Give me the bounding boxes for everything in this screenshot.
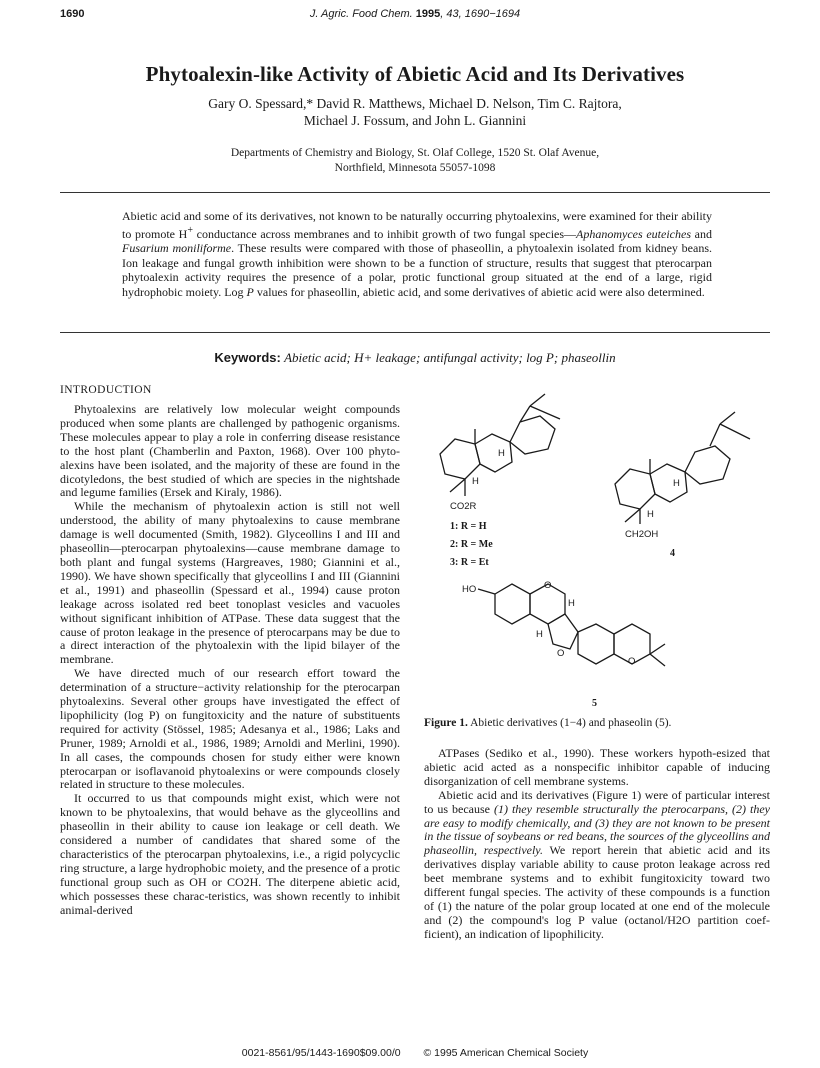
abstract: Abietic acid and some of its derivatives, not known to be naturally occurring phytoalexins, were examined for their ability to promote H+ conductance across membranes and to inhibit growth of two fungal species—Aphanomyces euteiches and Fusarium moniliforme. These results were compared with those of phaseollin, a phytoalexin isolated from kidney beans. Ion leakage and fungal growth inhibition were shown to be a function of structure, results that suggest that pterocarpan phytoalexin activity requires the presence of a polar, protic functional group situated at the end of a large, rigid hydrophobic moiety. Log P values for phaseollin, abietic acid, and some derivatives of abietic acid were also determined. <box>122 209 713 299</box>
o-label: O <box>628 656 636 667</box>
page-footer <box>60 1047 770 1059</box>
article-title: Phytoalexin-like Activity of Abietic Acid and Its Derivatives <box>145 62 685 86</box>
h-label: H <box>568 598 575 609</box>
paragraph: Abietic acid and its derivatives (Figure 1) were of particular interest to us because (1) they resemble structurally the pterocarpans, (2) they are easy to modify chemically, and (3) they are not known to be present in the tissue of soybeans or red beans, the sources of the glyceollins and phaseollin, respectively. We report herein that abietic acid and its derivatives display variable ability to cause proton leakage across red beet membrane systems and to exhibit fungitoxicity toward two different fungal species. The activity of these compounds is a function of (1) the nature of the polar group located at one end of the molecule and (2) the compound's log P value (octanol/H2O partition coef-ficient), an indication of lipophilicity. <box>424 787 771 941</box>
h-label: H <box>673 478 680 489</box>
phaseollin-structure <box>478 584 665 666</box>
compound-4-label: 4 <box>670 548 675 559</box>
o-label: O <box>557 648 565 659</box>
journal-citation: J. Agric. Food Chem. 1995, 43, 1690−1694 <box>309 8 521 20</box>
compound-1-label: 1: R = H <box>450 521 487 532</box>
keywords: Keywords: Abietic acid; H+ leakage; antifungal activity; log P; phaseollin <box>214 350 616 365</box>
paragraph: We have directed much of our research effort toward the determination of a structure−activity relationship for the pterocarpan phytoalexins. Several other groups have investigated the effect of lipophilicity (log P) on fungitoxicity and the nature of substituents required for activity (Stössel, 1985; Adesanya et al., 1986; Laks and Pruner, 1989; Arnoldi et al., 1986, 1989; Arnoldi and Merlini, 1990). In all cases, the compounds chosen for study either were known pterocarpan or isoflavanoid phytoalexins or were compounds closely related in structure to these molecules. <box>60 666 400 792</box>
paragraph: Phytoalexins are relatively low molecular weight compounds produced when some plants are challenged by pathogenic organisms. These molecules appear to play a role in conferring disease resistance to the host plant (Chamberlin and Paxton, 1968). Over 100 phyto-alexins have been isolated, and the majority of these are found in the dicotyledons, the best studied of which are species in the nightshade and legume families (Ersek and Kiraly, 1986). <box>60 402 400 500</box>
article-code: 0021-8561/95/1443-1690$09.00/0 <box>241 1047 401 1059</box>
h-label: H <box>536 629 543 640</box>
affiliation: Departments of Chemistry and Biology, St. Olaf College, 1520 St. Olaf Avenue, Northfield, Minnesota 55057-1098 <box>230 147 600 174</box>
section-heading-introduction: INTRODUCTION <box>60 384 152 396</box>
divider-bottom <box>60 332 770 333</box>
co2r-label: CO2R <box>450 501 477 512</box>
paragraph: It occurred to us that compounds might exist, which were not known to be phytoalexins, that would behave as the glyceollins and phaseollin in their ability to cause ion leakage or cell death. We considered a number of candidates that shared some of the characteristics of the pterocarpan phytoalexins, i.e., a rigid polycyclic ring structure, a large hydrophobic moiety, and the presence of a protic functional group such as OH or CO2H. The diterpene abietic acid, which possesses these charac-teristics, was shown recently to inhibit animal-derived <box>60 791 400 917</box>
page-number: 1690 <box>60 8 85 20</box>
compound-5-label: 5 <box>592 698 597 709</box>
figure-caption: Figure 1. Abietic derivatives (1−4) and phaseolin (5). <box>424 717 672 729</box>
paragraph: While the mechanism of phytoalexin action is still not well understood, the ability of many phytoalexins to cause membrane damage is well documented (Smith, 1982). Glyceollins I and III and phaseollin—pterocarpan phytoalexins—cause membrane damage to both plant and fungal systems (Hargreaves, 1980; Giannini et al., 1990). We have shown specifically that glyceollins I and III (Giannini et al., 1991) and phaseollin (Spessard et al., 1994) cause proton leakage across isolated red beet tonoplast vesicles and vacuoles without significant inhibition of ATPase. These data suggest that the cause of proton leakage in the presence of pterocarpans may be due to a direct interaction of the phytoalexin with the lipid bilayer of the membrane. <box>60 499 400 667</box>
running-header <box>60 8 770 28</box>
h-label: H <box>472 476 479 487</box>
figure-1 <box>420 384 780 734</box>
left-column <box>60 403 400 918</box>
abietic-structure <box>440 394 560 496</box>
right-column <box>424 747 770 942</box>
h-label: H <box>498 448 505 459</box>
compound-2-label: 2: R = Me <box>450 539 493 550</box>
ho-label: HO <box>462 584 477 595</box>
h-label: H <box>647 509 654 520</box>
ch2oh-label: CH2OH <box>625 529 659 540</box>
abietol-structure <box>615 412 750 524</box>
chemical-structures <box>420 384 780 714</box>
divider-top <box>60 192 770 193</box>
authors: Gary O. Spessard,* David R. Matthews, Michael D. Nelson, Tim C. Rajtora, Michael J. Fossum, and John L. Giannini <box>208 96 622 128</box>
copyright: © 1995 American Chemical Society <box>423 1047 589 1059</box>
compound-3-label: 3: R = Et <box>450 557 489 568</box>
o-label: O <box>544 580 552 591</box>
paragraph: ATPases (Sediko et al., 1990). These workers hypoth-esized that abietic acid acted as a nonspecific inhibitor capable of inducing disorganization of cell membrane systems. <box>424 746 770 788</box>
